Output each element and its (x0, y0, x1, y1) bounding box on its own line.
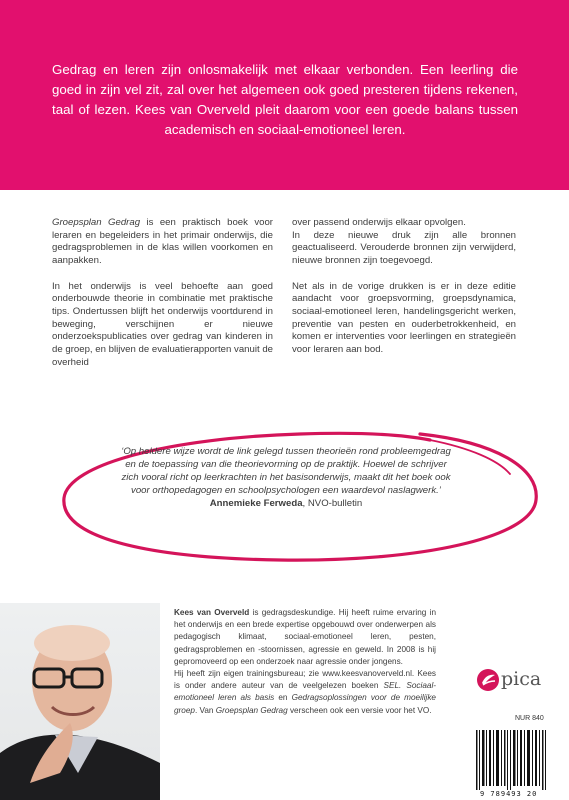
quote-attribution (116, 498, 456, 511)
bio-book-gedragsoplossingen: Gedragsoplossingen voor de moeilijke groep (174, 693, 436, 715)
left-paragraph-2: In het onderwijs is veel behoefte aan goed onderbouwde theorie in combinatie met praktische tips. Ondertussen blijft het onderwijs voortdurend in beweging, verschijnen er nieuwe onderzoekspublicaties over gedrag van kinderen in de groep, en blijven de evaluatierapporten vanuit de overheid (52, 280, 273, 368)
publisher-name: pica (501, 668, 542, 690)
right-paragraph-2: In deze nieuwe druk zijn alle bronnen geactualiseerd. Verouderde bronnen zijn verwijderd, nieuwe bronnen zijn toegevoegd. (292, 229, 516, 267)
left-paragraph-1-text: is een praktisch boek voor leraren en begeleiders in het primair onderwijs, die gedragsproblemen in de klas willen voorkomen en aanpakken. (52, 217, 274, 267)
bio-p2-g: verscheen ook een versie voor het VO. (287, 705, 432, 715)
nur-code: NUR 840 (515, 715, 544, 722)
header-banner (0, 0, 569, 190)
isbn-number: 9 789493 20 (480, 790, 538, 798)
right-paragraph-1: over passend onderwijs elkaar opvolgen. (292, 217, 466, 228)
author-portrait-illustration (0, 603, 160, 800)
review-quote (116, 446, 456, 511)
quote-source: , NVO-bulletin (302, 497, 363, 509)
author-name: Kees van Overveld (174, 608, 250, 617)
quote-author: Annemieke Ferweda (209, 497, 303, 509)
book-title: Groepsplan Gedrag (52, 217, 141, 228)
bio-paragraph-2 (174, 668, 436, 717)
right-column (292, 217, 516, 357)
left-paragraph-1 (52, 217, 273, 268)
bio-p2-c: en (274, 693, 292, 703)
bio-paragraph-1 (174, 607, 436, 668)
author-bio (174, 607, 436, 717)
barcode (474, 726, 554, 800)
left-column (52, 217, 273, 369)
author-photo (0, 603, 160, 800)
quote-text: ‘Op heldere wijze wordt de link gelegd tussen theorieën rond probleemgedrag en de toepassing van die theorievorming op de praktijk. Hoewel de schrijver zich vooral richt op leerkrachten in het basisonderwijs, maakt dit het boek ook voor orthopedagogen en schoolpsychologen een waardevol naslagwerk.’ (121, 446, 451, 496)
intro-text: Gedrag en leren zijn onlosmakelijk met elkaar verbonden. Een leerling die goed in zijn vel zit, zal over het algemeen ook goed presteren tijdens rekenen, taal of lezen. Kees van Overveld pleit daarom voor een goede balans tussen academisch en sociaal-emotioneel leren. (52, 62, 518, 137)
bio-p2-a: Hij heeft zijn eigen trainingsbureau; zie www.keesvanoverveld.nl. Kees is onder andere auteur van de veelgelezen boeken (174, 669, 436, 691)
bio-p2-e: . Van (194, 705, 216, 715)
bio-book-sel: SEL. Sociaal-emotioneel leren als basis (174, 681, 436, 703)
bio-p1-text: is gedragsdeskundige. Hij heeft ruime ervaring in het onderwijs en een brede expertise opgebouwd over onderwerpen als pedagogisch klimaat, sociaal-emotioneel leren, pesten, gedragsproblemen en -stoornissen, agressie en geweld. In 2008 is hij gepromoveerd op een onderzoek naar agressie onder jongens. (174, 608, 436, 666)
right-paragraph-3: Net als in de vorige drukken is er in deze editie aandacht voor groepsvorming, groepsdynamica, sociaal-emotioneel leren, handelingsgericht werken, preventie van pesten en ouderbetrokkenheid, en komen er interventies voor leerlingen en strategieën voor leraren aan bod. (292, 280, 516, 356)
bio-book-groepsplan: Groepsplan Gedrag (215, 705, 288, 715)
